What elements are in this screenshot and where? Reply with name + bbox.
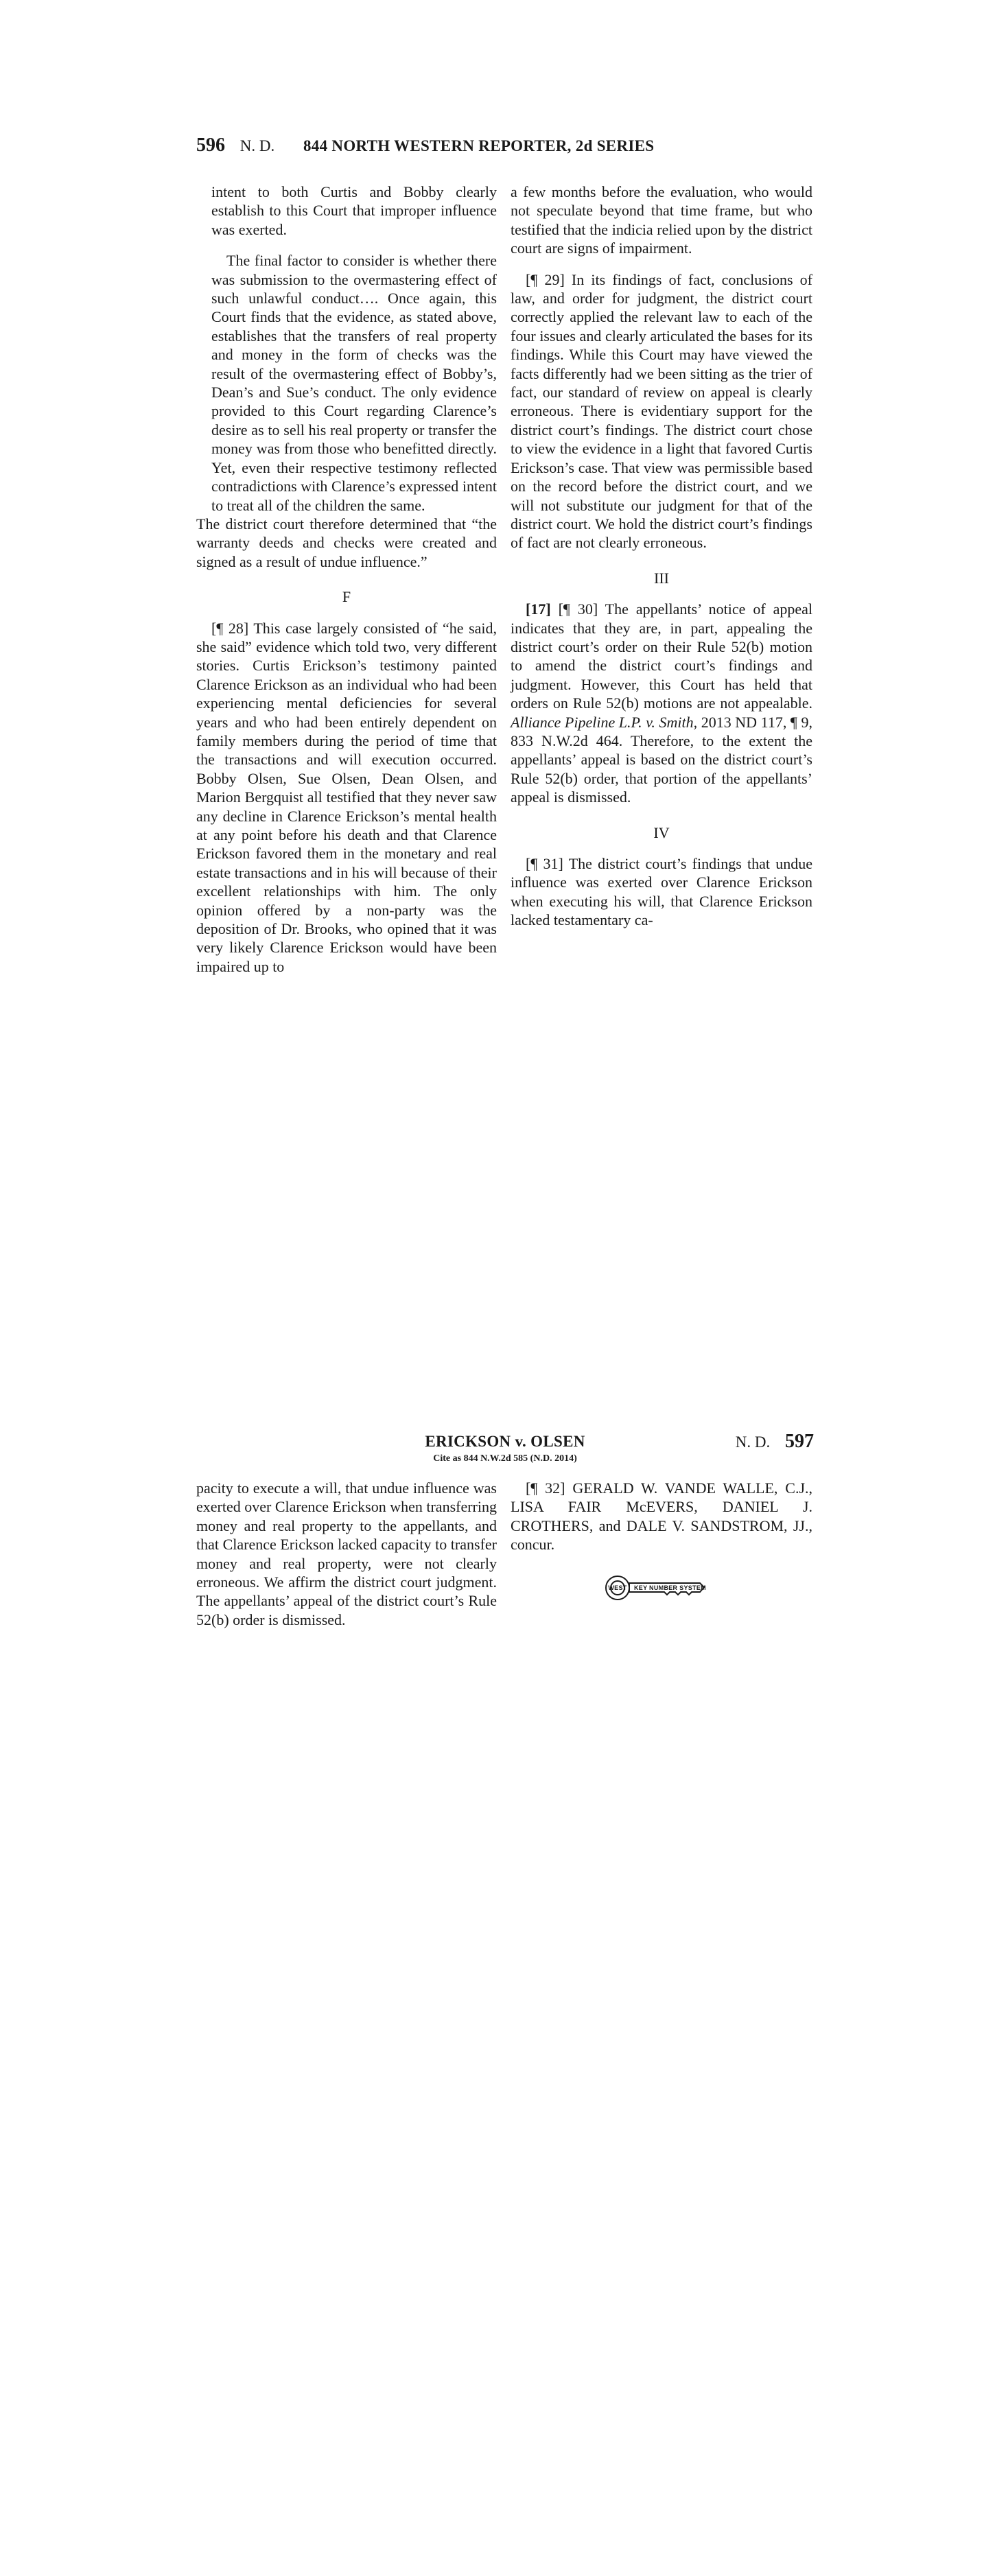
paragraph-31	[511, 854, 812, 930]
logo-emblem: WEST	[608, 1584, 627, 1591]
section-heading-iii: III	[654, 569, 669, 587]
paragraph-marker: [¶ 32]	[526, 1479, 565, 1497]
column-right-top	[511, 183, 812, 930]
page-number: 596	[196, 134, 225, 156]
page-header-597	[196, 1433, 814, 1474]
paragraph-after-quote: The district court therefore determined that “the warranty deeds and checks were created and signed as a result of undue influence.”	[196, 515, 497, 570]
case-citation: Alliance Pipeline L.P. v. Smith,	[511, 713, 698, 731]
paragraph-marker: [¶ 28]	[211, 619, 249, 637]
section-heading-iv: IV	[653, 823, 670, 841]
state-abbrev: N. D.	[239, 137, 275, 154]
column-left-top	[196, 183, 497, 976]
paragraph-28	[196, 619, 497, 976]
page-header-596	[196, 134, 814, 162]
paragraph-continuation: pacity to execute a will, that undue influence was exerted over Clarence Erickson when transferring money and real property to the appellants, and that Clarence Erickson lacked capacity to transfer money and real property, were not clearly erroneous. We affirm the district court judgment. The appellants’ appeal of the district court’s Rule 52(b) order is dismissed.	[196, 1479, 497, 1628]
key-number-system-logo	[604, 1569, 707, 1607]
paragraph-text: The district court’s findings that undue influence was exerted over Clarence Erickson when executing his will, that Clarence Erickson lacked testamentary ca-	[511, 855, 812, 929]
paragraph-text: This case largely consisted of “he said, she said” evidence which told two, very different stories. Curtis Erickson’s testimony painted Clarence Erickson as an individual who had been experiencing mental deficiencies for several years and who had been entirely dependent on family members during the period of time that the transactions and will execution occurred. Bobby Olsen, Sue Olsen, Dean Olsen, and Marion Bergquist all testified that they never saw any decline in Clarence Erickson’s mental health at any point before his death and that Clarence Erickson favored them in the monetary and real estate transactions and in his will because of their excellent relationships with him. The only opinion offered by a non-party was the deposition of Dr. Brooks, who opined that it was very likely Clarence Erickson would have been impaired up to	[196, 619, 498, 975]
paragraph-text: The appellants’ notice of appeal indicates that they are, in part, appealing the district court’s order on their Rule 52(b) motion to amend the district court’s findings and judgment. However, this Court has held that orders on Rule 52(b) motions are not appealable.	[511, 600, 813, 712]
section-heading-f: F	[342, 588, 351, 606]
paragraph-32	[511, 1479, 812, 1554]
reporter-title: 844 NORTH WESTERN REPORTER, 2d SERIES	[303, 137, 655, 154]
page-header-right	[736, 1431, 814, 1453]
paragraph-30	[511, 600, 812, 806]
column-right-bottom	[511, 1479, 812, 1554]
paragraph-text: GERALD W. VANDE WALLE, C.J., LISA FAIR McEVERS, DANIEL J. CROTHERS, and DALE V. SANDSTROM, JJ., concur.	[511, 1479, 813, 1554]
block-quote-para-1: intent to both Curtis and Bobby clearly establish to this Court that improper influence was exerted.	[211, 183, 497, 238]
column-left-bottom	[196, 1479, 497, 1629]
headnote-key-17: [17]	[526, 600, 551, 618]
logo-label: KEY NUMBER SYSTEM	[634, 1584, 706, 1591]
paragraph-29	[511, 270, 812, 552]
block-quote-para-2: The final factor to consider is whether there was submission to the overmastering effect of such unlawful conduct…. Once again, this Court finds that the evidence, as stated above, establishes that the transfers of real property and money in the form of checks was the result of the overmastering effect of Bobby’s, Dean’s and Sue’s conduct. The only evidence provided to this Court regarding Clarence’s desire as to sell his real property or transfer the money was from those who benefitted directly. Yet, even their respective testimony reflected contradictions with Clarence’s expressed intent to treat all of the children the same.	[211, 252, 497, 514]
paragraph-marker: [¶ 29]	[526, 270, 565, 288]
paragraph-marker: [¶ 30]	[558, 600, 598, 618]
paragraph-continuation: a few months before the evaluation, who would not speculate beyond that time frame, but who testified that the indicia relied upon by the district court are signs of impairment.	[511, 183, 812, 257]
case-title: ERICKSON v. OLSEN	[425, 1433, 585, 1450]
paragraph-text-cont: 2013 ND 117, ¶ 9, 833 N.W.2d 464. Therefore, to the extent the appellants’ appeal is based on the district court’s Rule 52(b) order, that portion of the appellants’ appeal is dismissed.	[511, 713, 812, 806]
page-number: 597	[785, 1431, 814, 1452]
paragraph-text: In its findings of fact, conclusions of law, and order for judgment, the district court correctly applied the relevant law to each of the four issues and clearly articulated the bases for its findings. While this Court may have viewed the facts differently had we been sitting as the trier of fact, our standard of review on appeal is clearly erroneous. There is evidentiary support for the district court’s findings. The district court chose to view the evidence in a light that favored Curtis Erickson’s case. That view was permissible based on the record before the district court, and we will not substitute our judgment for that of the district court. We hold the district court’s findings of fact are not clearly erroneous.	[511, 270, 812, 552]
state-abbrev: N. D.	[735, 1433, 771, 1451]
citation-line: Cite as 844 N.W.2d 585 (N.D. 2014)	[433, 1453, 577, 1464]
paragraph-marker: [¶ 31]	[526, 855, 563, 872]
